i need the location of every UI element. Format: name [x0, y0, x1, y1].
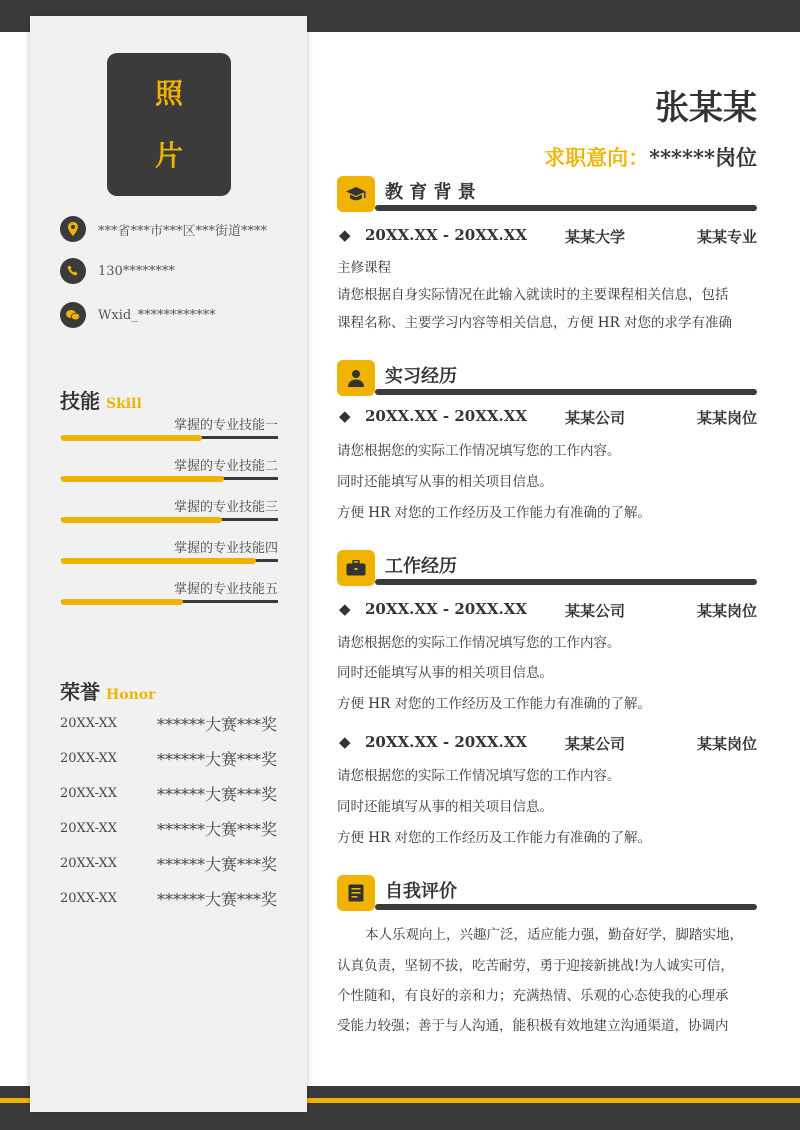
- school-name: 某某大学: [565, 228, 626, 246]
- self-eval-title: 自我评价: [385, 881, 457, 902]
- self-eval-line: 认真负责，坚韧不拔，吃苦耐劳，勇于迎接新挑战!为人诚实可信，: [337, 958, 734, 974]
- skills-title-en: Skill: [106, 396, 142, 412]
- diamond-bullet-icon: ◆: [339, 600, 351, 618]
- skill-item: [61, 537, 278, 567]
- skill-level-bar: [61, 517, 222, 523]
- honor-title: 荣誉: [60, 680, 100, 704]
- self-eval-line: 本人乐观向上，兴趣广泛，适应能力强，勤奋好学，脚踏实地，: [365, 927, 743, 943]
- skill-label: 掌握的专业技能三: [173, 500, 278, 515]
- skill-label: 掌握的专业技能五: [173, 582, 278, 597]
- honor-date: 20XX-XX: [60, 716, 118, 731]
- internship-title: 实习经历: [385, 366, 457, 387]
- honor-text: ******大赛***奖: [156, 785, 277, 804]
- section-divider: [375, 205, 757, 211]
- skills-title: 技能: [60, 389, 100, 413]
- work-desc-line: 方便 HR 对您的工作经历及工作能力有准确的了解。: [337, 696, 652, 712]
- skill-item: [61, 496, 278, 526]
- graduation-cap-icon: [337, 176, 375, 212]
- skill-level-bar: [61, 558, 256, 564]
- work-section-header: [337, 550, 757, 590]
- education-section-header: [337, 176, 757, 216]
- self-eval-section-header: [337, 875, 757, 915]
- skill-item: [61, 414, 278, 444]
- work-company: 某某公司: [565, 602, 626, 620]
- internship-date: 20XX.XX - 20XX.XX: [365, 407, 527, 425]
- honor-text: ******大赛***奖: [156, 715, 277, 734]
- work-desc-line: 同时还能填写从事的相关项目信息。: [337, 799, 553, 815]
- contact-wechat: [60, 302, 216, 328]
- document-icon: [337, 875, 375, 911]
- self-eval-line: 个性随和，有良好的亲和力；充满热情、乐观的心态使我的心理承: [337, 988, 729, 1004]
- work-desc-line: 同时还能填写从事的相关项目信息。: [337, 665, 553, 681]
- work-position: 某某岗位: [696, 602, 757, 620]
- work-date: 20XX.XX - 20XX.XX: [365, 733, 527, 751]
- skill-level-bar: [61, 476, 224, 482]
- work-date: 20XX.XX - 20XX.XX: [365, 600, 527, 618]
- education-date: 20XX.XX - 20XX.XX: [365, 226, 527, 244]
- contact-phone: [60, 258, 175, 284]
- work-position: 某某岗位: [696, 735, 757, 753]
- diamond-bullet-icon: ◆: [339, 733, 351, 751]
- wechat-text: Wxid_************: [98, 307, 216, 323]
- work-company: 某某公司: [565, 735, 626, 753]
- skill-level-bar: [61, 599, 183, 605]
- contact-address: [60, 216, 267, 242]
- person-icon: [337, 360, 375, 396]
- skill-label: 掌握的专业技能四: [173, 541, 278, 556]
- section-divider: [375, 389, 757, 395]
- diamond-bullet-icon: ◆: [339, 407, 351, 425]
- honor-text: ******大赛***奖: [156, 890, 277, 909]
- major-name: 某某专业: [696, 228, 757, 246]
- skill-item: [61, 578, 278, 608]
- internship-desc-line: 方便 HR 对您的工作经历及工作能力有准确的了解。: [337, 505, 652, 521]
- internship-desc-line: 同时还能填写从事的相关项目信息。: [337, 474, 553, 490]
- work-desc-line: 方便 HR 对您的工作经历及工作能力有准确的了解。: [337, 830, 652, 846]
- honor-text: ******大赛***奖: [156, 855, 277, 874]
- job-intent-value: ******岗位: [649, 145, 757, 170]
- honor-title-en: Honor: [106, 687, 156, 703]
- work-desc-line: 请您根据您的实际工作情况填写您的工作内容。: [337, 635, 621, 651]
- courses-label: 主修课程: [337, 260, 391, 276]
- honor-heading: [60, 676, 155, 705]
- address-text: ***省***市***区***街道****: [98, 223, 268, 239]
- internship-position: 某某岗位: [696, 409, 757, 427]
- briefcase-icon: [337, 550, 375, 586]
- education-title: 教 育 背 景: [385, 182, 476, 203]
- internship-company: 某某公司: [565, 409, 626, 427]
- diamond-bullet-icon: ◆: [339, 226, 351, 244]
- wechat-icon: [60, 302, 86, 328]
- location-icon: [60, 216, 86, 242]
- self-eval-line: 受能力较强；善于与人沟通，能积极有效地建立沟通渠道，协调内: [337, 1018, 729, 1034]
- section-divider: [375, 904, 757, 910]
- candidate-name: 张某某: [655, 88, 757, 128]
- job-intent-label: 求职意向：: [544, 145, 650, 170]
- education-desc-line: 课程名称、主要学习内容等相关信息，方便 HR 对您的求学有准确: [337, 315, 733, 331]
- honor-date: 20XX-XX: [60, 786, 118, 801]
- phone-icon: [60, 258, 86, 284]
- section-divider: [375, 579, 757, 585]
- photo-placeholder[interactable]: [107, 53, 231, 196]
- skill-label: 掌握的专业技能一: [173, 418, 278, 433]
- skill-label: 掌握的专业技能二: [173, 459, 278, 474]
- skill-level-bar: [61, 435, 202, 441]
- honor-text: ******大赛***奖: [156, 820, 277, 839]
- work-title: 工作经历: [385, 556, 457, 577]
- work-desc-line: 请您根据您的实际工作情况填写您的工作内容。: [337, 768, 621, 784]
- photo-label-line1: 照: [154, 77, 183, 110]
- honor-text: ******大赛***奖: [156, 750, 277, 769]
- honor-date: 20XX-XX: [60, 856, 118, 871]
- job-intent: [544, 142, 757, 172]
- phone-text: 130********: [98, 263, 175, 279]
- honor-date: 20XX-XX: [60, 751, 118, 766]
- internship-desc-line: 请您根据您的实际工作情况填写您的工作内容。: [337, 443, 621, 459]
- education-desc-line: 请您根据自身实际情况在此输入就读时的主要课程相关信息，包括: [337, 287, 729, 303]
- internship-section-header: [337, 360, 757, 400]
- honor-date: 20XX-XX: [60, 891, 118, 906]
- skill-item: [61, 455, 278, 485]
- honor-date: 20XX-XX: [60, 821, 118, 836]
- skills-heading: [60, 385, 142, 414]
- photo-label-line2: 片: [154, 139, 183, 172]
